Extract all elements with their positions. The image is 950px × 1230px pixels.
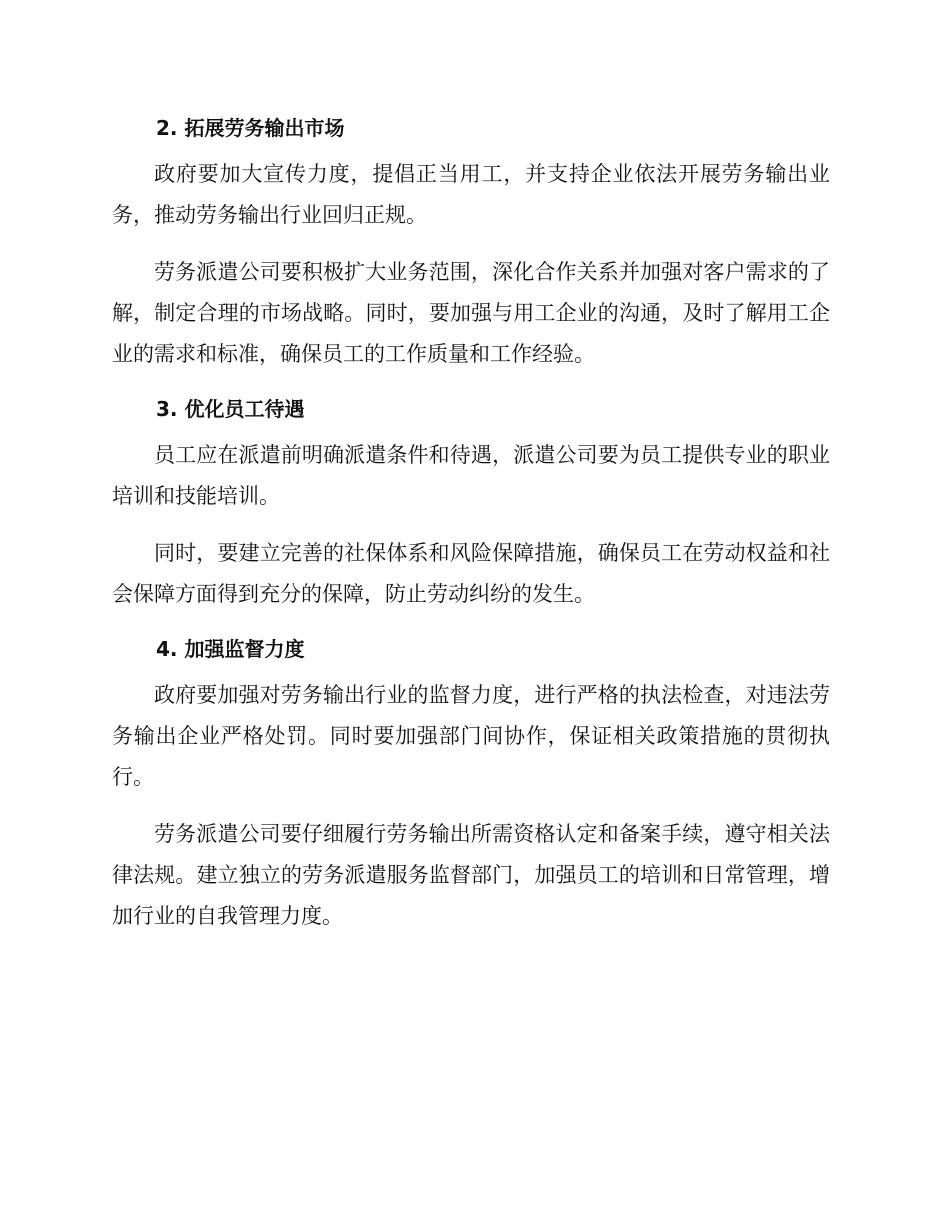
- paragraph: 员工应在派遣前明确派遣条件和待遇，派遣公司要为员工提供专业的职业培训和技能培训。: [112, 443, 830, 508]
- paragraph: 劳务派遣公司要仔细履行劳务输出所需资格认定和备案手续，遵守相关法律法规。建立独立的劳务派遣服务监督部门，加强员工的培训和日常管理，增加行业的自我管理力度。: [112, 822, 830, 928]
- paragraph: 政府要加大宣传力度，提倡正当用工，并支持企业依法开展劳务输出业务，推动劳务输出行业回归正规。: [112, 162, 830, 227]
- section-heading-optimize-treatment: 3. 优化员工待遇: [156, 397, 305, 421]
- section-heading-strengthen-supervision: 4. 加强监督力度: [156, 637, 305, 661]
- paragraph: 同时，要建立完善的社保体系和风险保障措施，确保员工在劳动权益和社会保障方面得到充分的保障，防止劳动纠纷的发生。: [112, 541, 830, 606]
- paragraph: 劳务派遣公司要积极扩大业务范围，深化合作关系并加强对客户需求的了解，制定合理的市场战略。同时，要加强与用工企业的沟通，及时了解用工企业的需求和标准，确保员工的工作质量和工作经验。: [112, 260, 830, 366]
- section-heading-expand-market: 2. 拓展劳务输出市场: [156, 116, 345, 140]
- document-page: [112, 112, 830, 937]
- paragraph: 政府要加强对劳务输出行业的监督力度，进行严格的执法检查，对违法劳务输出企业严格处罚。同时要加强部门间协作，保证相关政策措施的贯彻执行。: [112, 683, 830, 789]
